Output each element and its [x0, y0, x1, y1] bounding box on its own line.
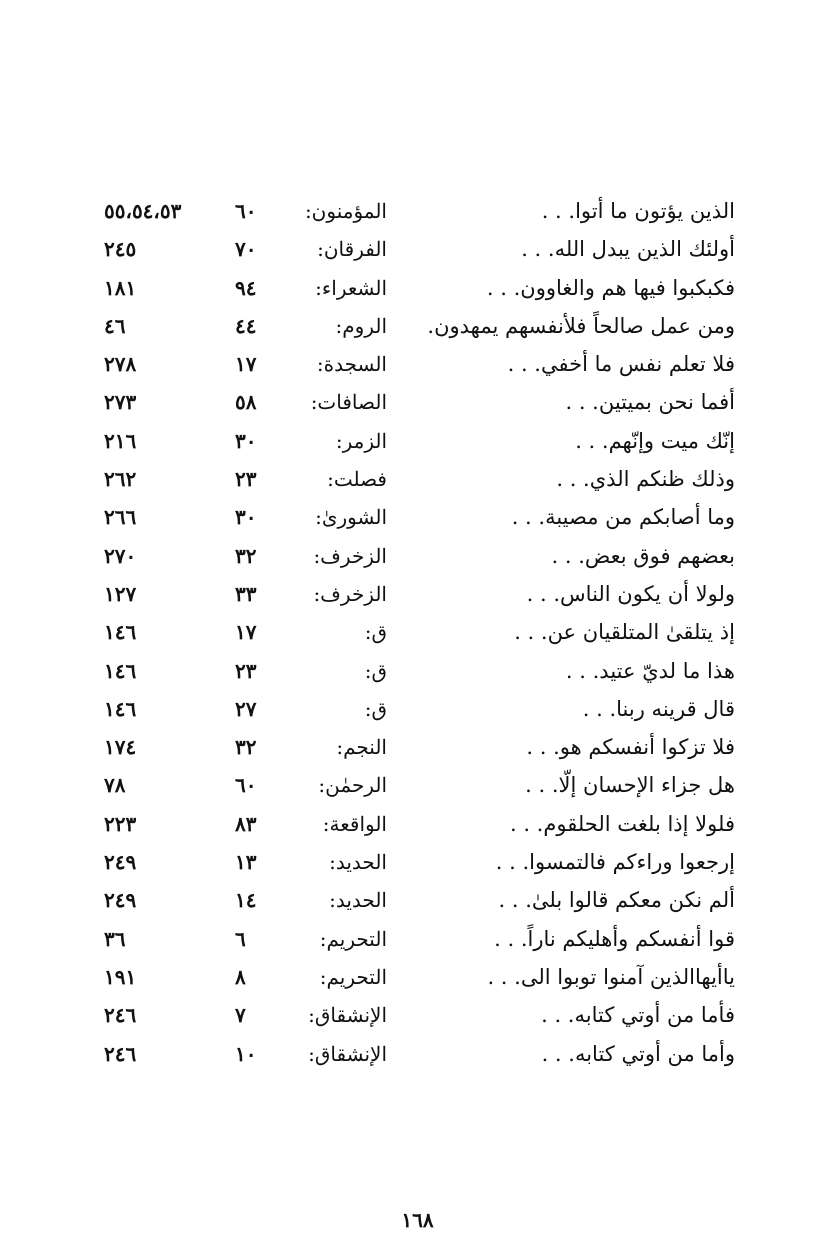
index-row — [0, 959, 835, 997]
verse-text: فكبكبوا فيها هم والغاوون. . . — [486, 275, 735, 300]
surah-name: الصافات: — [310, 390, 387, 415]
index-row — [0, 308, 835, 346]
surah-name: السجدة: — [316, 352, 387, 377]
surah-name: الفرقان: — [317, 237, 387, 262]
verse-text: إذ يتلقىٰ المتلقيان عن. . . — [514, 620, 735, 645]
verse-text: الذين يؤتون ما أتوا. . . — [541, 199, 735, 223]
surah-name: المؤمنون: — [304, 199, 387, 223]
ayah-number: ٦٠ — [235, 199, 257, 223]
index-row — [0, 882, 835, 920]
verse-text: وما أصابكم من مصيبة. . . — [511, 505, 735, 530]
index-row — [0, 538, 835, 576]
ayah-number: ١٧ — [235, 352, 257, 377]
index-row — [0, 193, 835, 231]
verse-text: فأما من أوتي كتابه. . . — [541, 1003, 735, 1028]
page-references: ١٢٧ — [104, 581, 137, 606]
page-references: ٧٨ — [104, 773, 126, 798]
ayah-number: ١٣ — [235, 850, 257, 875]
surah-name: الإنشقاق: — [308, 1041, 387, 1066]
page-references: ٢٧٣ — [104, 390, 137, 415]
verse-index-table — [0, 193, 835, 1074]
ayah-number: ٦ — [235, 926, 246, 951]
surah-name: الرحمٰن: — [318, 773, 387, 798]
verse-text: ألم نكن معكم قالوا بلىٰ. . . — [498, 888, 735, 913]
surah-name: الزخرف: — [313, 581, 387, 606]
index-row — [0, 384, 835, 422]
surah-name: ق: — [364, 620, 387, 645]
surah-name: الزمر: — [335, 428, 387, 453]
verse-text: قوا أنفسكم وأهليكم ناراً. . . — [494, 926, 735, 951]
page-references: ٢٧٠ — [104, 543, 137, 568]
surah-name: الحديد: — [329, 888, 387, 913]
verse-text: أولئك الذين يبدل الله. . . — [521, 237, 735, 262]
index-row — [0, 614, 835, 652]
page-references: ٢٤٩ — [104, 888, 137, 913]
verse-text: وأما من أوتي كتابه. . . — [541, 1041, 735, 1066]
index-row — [0, 844, 835, 882]
surah-name: الروم: — [335, 313, 387, 338]
ayah-number: ٣٠ — [235, 428, 257, 453]
index-row — [0, 729, 835, 767]
page-references: ١٩١ — [104, 964, 137, 989]
ayah-number: ٢٧ — [235, 696, 257, 721]
page-references: ٢٤٩ — [104, 850, 137, 875]
ayah-number: ٨ — [235, 964, 246, 989]
index-row — [0, 767, 835, 805]
index-row — [0, 1036, 835, 1074]
verse-text: قال قرينه ربنا. . . — [582, 696, 735, 721]
verse-text: ياأيهاالذين آمنوا توبوا الى. . . — [487, 964, 735, 989]
page-references: ٤٦ — [104, 313, 126, 338]
index-row — [0, 231, 835, 269]
index-row — [0, 423, 835, 461]
ayah-number: ٤٤ — [235, 313, 257, 338]
verse-text: فلا تعلم نفس ما أخفي. . . — [507, 352, 735, 377]
verse-text: أفما نحن بميتين. . . — [565, 390, 735, 415]
verse-text: إرجعوا وراءكم فالتمسوا. . . — [495, 850, 735, 875]
ayah-number: ٧ — [235, 1003, 246, 1028]
surah-name: الشعراء: — [315, 275, 387, 300]
surah-name: النجم: — [336, 735, 387, 760]
page-references: ١٤٦ — [104, 696, 137, 721]
page-references: ١٤٦ — [104, 658, 137, 683]
ayah-number: ٨٣ — [235, 811, 257, 836]
ayah-number: ٣٠ — [235, 505, 257, 530]
verse-text: هل جزاء الإحسان إلّا. . . — [525, 773, 735, 798]
verse-text: فلا تزكوا أنفسكم هو. . . — [526, 735, 735, 760]
ayah-number: ٦٠ — [235, 773, 257, 798]
index-row — [0, 997, 835, 1035]
surah-name: الواقعة: — [322, 811, 387, 836]
verse-text: ولولا أن يكون الناس. . . — [526, 581, 735, 606]
ayah-number: ٣٢ — [235, 543, 257, 568]
page-references: ٢٦٦ — [104, 505, 137, 530]
ayah-number: ٥٨ — [235, 390, 257, 415]
surah-name: ق: — [364, 658, 387, 683]
page-references: ٢٤٦ — [104, 1003, 137, 1028]
ayah-number: ٢٣ — [235, 467, 257, 492]
ayah-number: ٣٣ — [235, 581, 257, 606]
verse-text: ومن عمل صالحاً فلأنفسهم يمهدون. — [427, 313, 735, 338]
index-row — [0, 806, 835, 844]
page-references: ٢١٦ — [104, 428, 137, 453]
ayah-number: ٣٢ — [235, 735, 257, 760]
index-row — [0, 270, 835, 308]
surah-name: فصلت: — [327, 467, 387, 492]
verse-text: بعضهم فوق بعض. . . — [551, 543, 735, 568]
page-references: ٢٦٢ — [104, 467, 137, 492]
index-row — [0, 576, 835, 614]
index-row — [0, 499, 835, 537]
verse-text: إنّك ميت وإنّهم. . . — [575, 428, 735, 453]
surah-name: الشورىٰ: — [315, 505, 387, 530]
verse-text: فلولا إذا بلغت الحلقوم. . . — [509, 811, 735, 836]
ayah-number: ٧٠ — [235, 237, 257, 262]
surah-name: التحريم: — [319, 964, 387, 989]
surah-name: ق: — [364, 696, 387, 721]
page-references: ١٧٤ — [104, 735, 137, 760]
ayah-number: ٩٤ — [235, 275, 257, 300]
page-references: ١٤٦ — [104, 620, 137, 645]
verse-text: وذلك ظنكم الذي. . . — [556, 467, 735, 492]
index-row — [0, 346, 835, 384]
surah-name: الزخرف: — [313, 543, 387, 568]
page-references: ٢٤٦ — [104, 1041, 137, 1066]
page-references: ٢٧٨ — [104, 352, 137, 377]
index-row — [0, 653, 835, 691]
ayah-number: ١٠ — [235, 1041, 257, 1066]
page-number: ١٦٨ — [401, 1208, 434, 1232]
surah-name: التحريم: — [319, 926, 387, 951]
index-row — [0, 691, 835, 729]
surah-name: الإنشقاق: — [308, 1003, 387, 1028]
index-row — [0, 461, 835, 499]
page-references: ١٨١ — [104, 275, 137, 300]
index-row — [0, 921, 835, 959]
ayah-number: ١٤ — [235, 888, 257, 913]
page-references: ٥٥،٥٤،٥٣ — [104, 199, 182, 223]
page-references: ٢٤٥ — [104, 237, 137, 262]
ayah-number: ٢٣ — [235, 658, 257, 683]
surah-name: الحديد: — [329, 850, 387, 875]
page-references: ٣٦ — [104, 926, 126, 951]
verse-text: هذا ما لديّ عتيد. . . — [565, 658, 735, 683]
ayah-number: ١٧ — [235, 620, 257, 645]
page-references: ٢٢٣ — [104, 811, 137, 836]
